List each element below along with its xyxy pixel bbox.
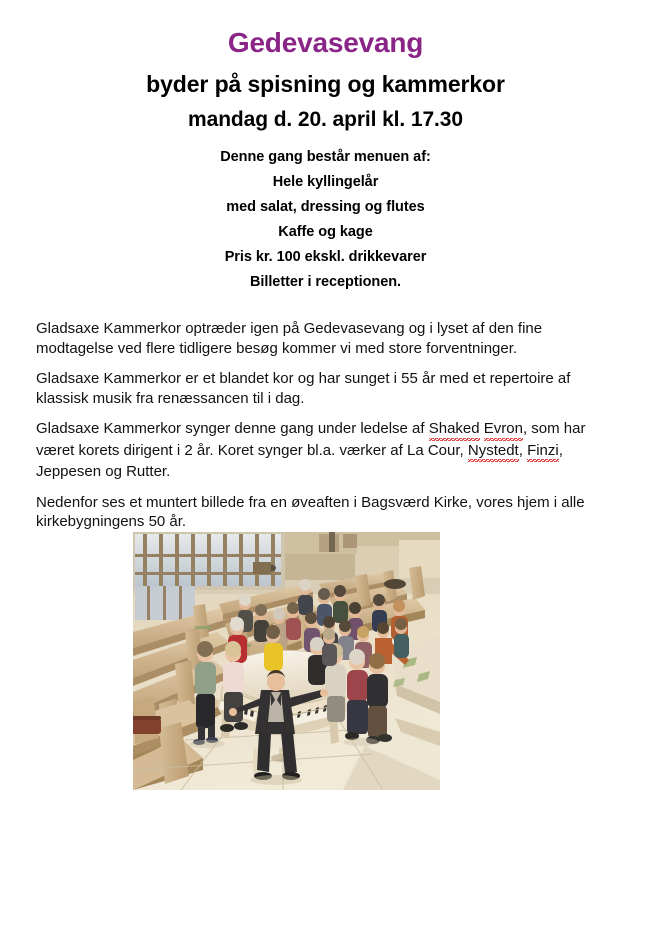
paragraph-conductor-text-1: Gladsaxe Kammerkor synger denne gang under ledelse af — [36, 420, 429, 437]
paragraph-conductor — [36, 419, 619, 482]
menu-line: med salat, dressing og flutes — [226, 199, 425, 215]
subtitle-line-2: mandag d. 20. april kl. 17.30 — [188, 108, 463, 131]
menu-line: Denne gang består menuen af: — [220, 149, 431, 165]
choir-photograph — [133, 532, 440, 790]
misspelled-word-nystedt: Nystedt — [468, 441, 519, 463]
menu-line: Kaffe og kage — [278, 224, 373, 240]
choir-photo-svg — [133, 532, 440, 790]
paragraph-conductor-text-4: , Jeppesen og Rutter. — [36, 441, 563, 480]
menu-line: Billetter i receptionen. — [249, 274, 402, 290]
page-title: Gedevasevang — [227, 27, 424, 58]
choir-photograph-image — [133, 532, 440, 790]
menu-line: Pris kr. 100 ekskl. drikkevarer — [224, 249, 427, 265]
subtitle-line-1: byder på spisning og kammerkor — [146, 71, 505, 97]
misspelled-word-evron: Evron — [484, 419, 523, 441]
misspelled-word-finzi: Finzi — [527, 441, 559, 463]
paragraph-conductor-text-3: , — [518, 441, 528, 459]
menu-block — [0, 145, 651, 295]
paragraph-conductor-text-2: , som har været korets dirigent i 2 år. Koret synger bl.a. værker af La Cour, — [36, 420, 586, 459]
menu-line: Hele kyllingelår — [272, 174, 379, 190]
paragraph-choir-history: Gladsaxe Kammerkor er et blandet kor og har sunget i 55 år med et repertoire af klassisk musik fra renæssancen til i dag. — [36, 370, 571, 407]
body-text-block — [0, 319, 651, 532]
misspelled-word-shaked: Shaked — [429, 419, 480, 441]
paragraph-intro: Gladsaxe Kammerkor optræder igen på Gedevasevang og i lyset af den fine modtagelse ved flere tidligere besøg kommer vi med store forventninger. — [36, 320, 543, 357]
paragraph-photo-caption: Nedenfor ses et muntert billede fra en øveaften i Bagsværd Kirke, vores hjem i alle kirkebygningens 50 år. — [36, 493, 585, 530]
